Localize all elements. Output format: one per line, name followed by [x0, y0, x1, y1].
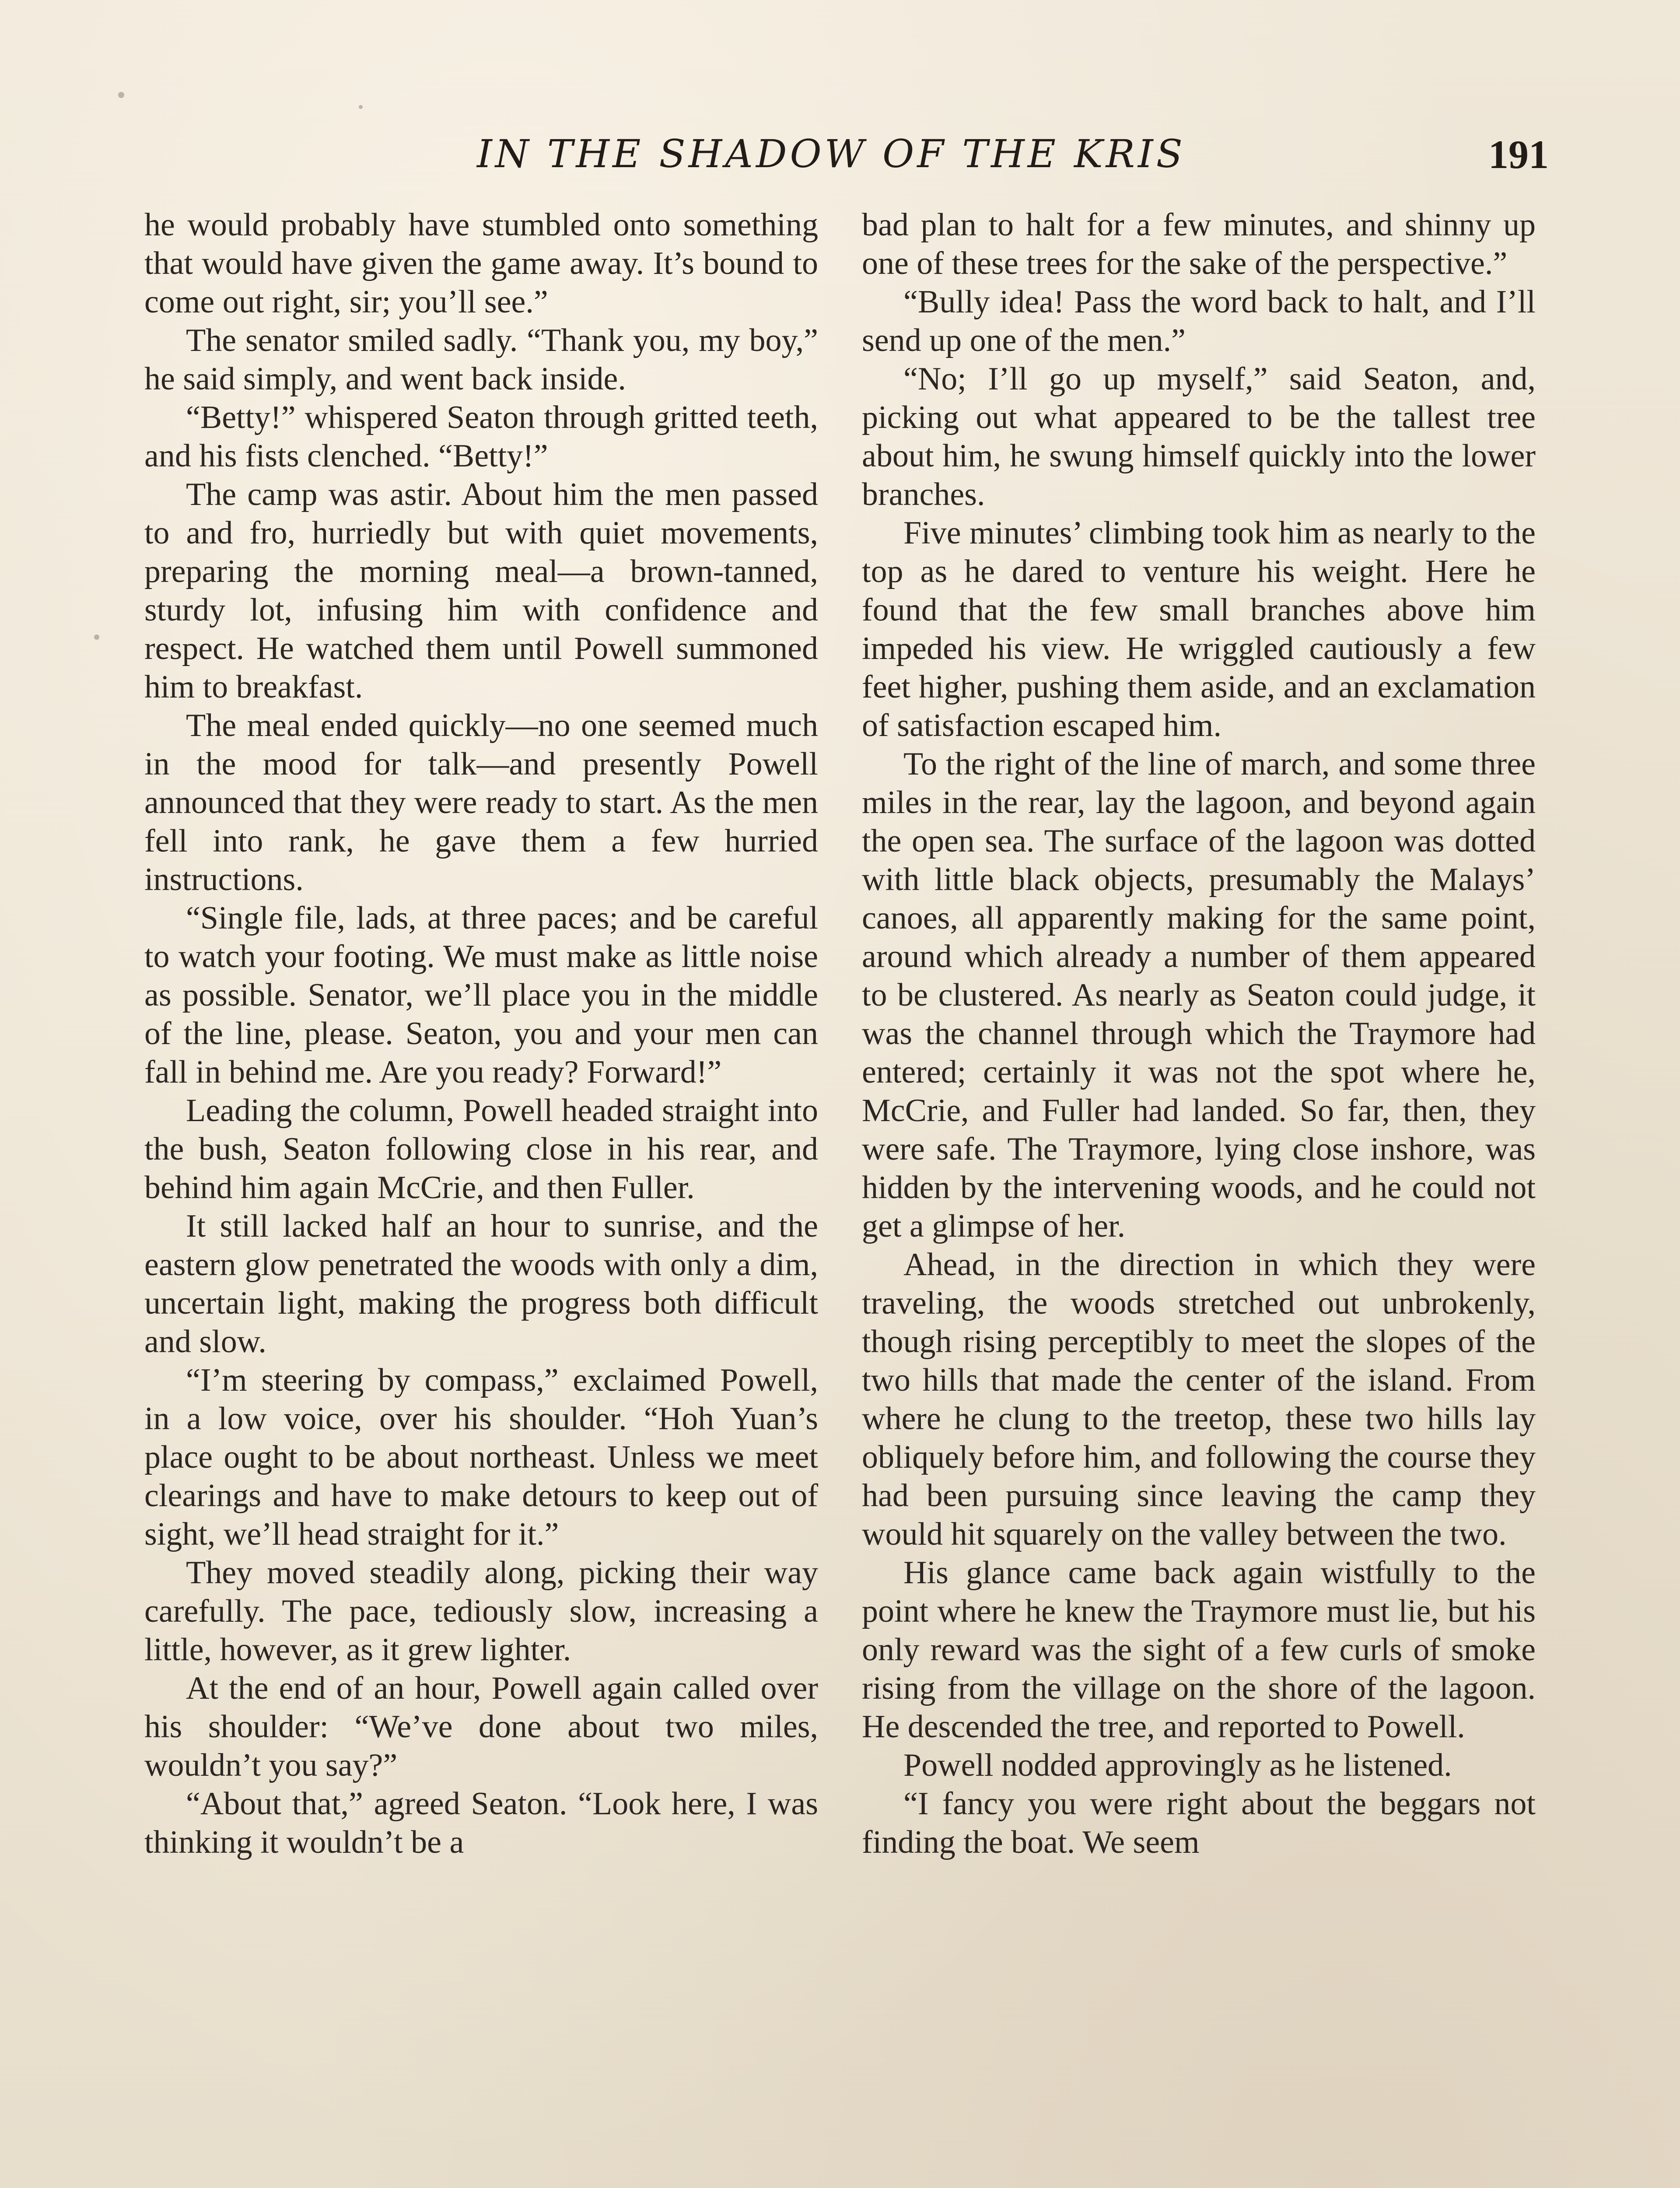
paragraph: Five minutes’ climbing took him as nearly to the top as he dared to venture his weight. Here he found that the few small branches above him impeded his view. He wriggled cautiously a few feet higher, pushing them aside, and an exclamation of satisfaction escaped him. [862, 515, 1536, 743]
paragraph: he would probably have stumbled onto something that would have given the game away. It’s bound to come out right, sir; you’ll see.” [144, 207, 818, 320]
running-head [144, 131, 1575, 188]
paragraph: “Betty!” whispered Seaton through gritted teeth, and his fists clenched. “Betty!” [144, 400, 818, 474]
paragraph: His glance came back again wistfully to the point where he knew the Traymore must lie, but his only reward was the sight of a few curls of smoke rising from the village on the shore of the lagoon. He descended the tree, and reported to Powell. [862, 1555, 1536, 1745]
page-number: 191 [1488, 132, 1549, 177]
paragraph: “Bully idea! Pass the word back to halt, and I’ll send up one of the men.” [862, 284, 1536, 358]
paragraph: “No; I’ll go up myself,” said Seaton, and, picking out what appeared to be the tallest tree about him, he swung himself quickly into the lower branches. [862, 361, 1536, 512]
paper-speck [118, 92, 124, 98]
paragraph: They moved steadily along, picking their way carefully. The pace, tediously slow, increasing a little, however, as it grew lighter. [144, 1555, 818, 1668]
paragraph: To the right of the line of march, and some three miles in the rear, lay the lagoon, and beyond again the open sea. The surface of the lagoon was dotted with little black objects, presumably the Malays’ canoes, all apparently making for the same point, around which already a number of them appeared to be clustered. As nearly as Seaton could judge, it was the channel through which the Traymore had entered; certainly it was not the spot where he, McCrie, and Fuller had landed. So far, then, they were safe. The Traymore, lying close inshore, was hidden by the intervening woods, and he could not get a glimpse of her. [862, 746, 1536, 1244]
paragraph: “About that,” agreed Seaton. “Look here, I was thinking it wouldn’t be a [144, 1786, 818, 1860]
paragraph: The meal ended quickly—no one seemed much in the mood for talk—and presently Powell announced that they were ready to start. As the men fell into rank, he gave them a few hurried instructions. [144, 708, 818, 898]
paragraph: The senator smiled sadly. “Thank you, my boy,” he said simply, and went back inside. [144, 323, 818, 397]
left-column [144, 206, 818, 1862]
running-title: IN THE SHADOW OF THE KRIS [477, 131, 1186, 176]
paragraph: “Single file, lads, at three paces; and be careful to watch your footing. We must make as little noise as possible. Senator, we’ll place you in the middle of the line, please. Seaton, you and your men can fall in behind me. Are you ready? Forward!” [144, 900, 818, 1090]
paragraph: bad plan to halt for a few minutes, and shinny up one of these trees for the sake of the perspective.” [862, 207, 1536, 281]
paragraph: “I’m steering by compass,” exclaimed Powell, in a low voice, over his shoulder. “Hoh Yuan’s place ought to be about northeast. Unless we meet clearings and have to make detours to keep out of sight, we’ll head straight for it.” [144, 1362, 818, 1552]
paragraph: It still lacked half an hour to sunrise, and the eastern glow penetrated the woods with only a dim, uncertain light, making the progress both difficult and slow. [144, 1208, 818, 1360]
paragraph: Ahead, in the direction in which they were traveling, the woods stretched out unbrokenly, though rising perceptibly to meet the slopes of the two hills that made the center of the island. From where he clung to the treetop, these two hills lay obliquely before him, and following the course they had been pursuing since leaving the camp they would hit squarely on the valley between the two. [862, 1247, 1536, 1552]
paragraph: Leading the column, Powell headed straight into the bush, Seaton following close in his rear, and behind him again McCrie, and then Fuller. [144, 1093, 818, 1206]
paragraph: At the end of an hour, Powell again called over his shoulder: “We’ve done about two miles, wouldn’t you say?” [144, 1670, 818, 1783]
paragraph: Powell nodded approvingly as he listened. [903, 1747, 1452, 1783]
paragraph: “I fancy you were right about the beggars not finding the boat. We seem [862, 1786, 1536, 1860]
paper-speck [94, 635, 99, 640]
paper-speck [359, 105, 363, 109]
paragraph: The camp was astir. About him the men passed to and fro, hurriedly but with quiet movements, preparing the morning meal—a brown-tanned, sturdy lot, infusing him with confidence and respect. He watched them until Powell summoned him to breakfast. [144, 477, 818, 705]
right-column [862, 206, 1536, 1862]
